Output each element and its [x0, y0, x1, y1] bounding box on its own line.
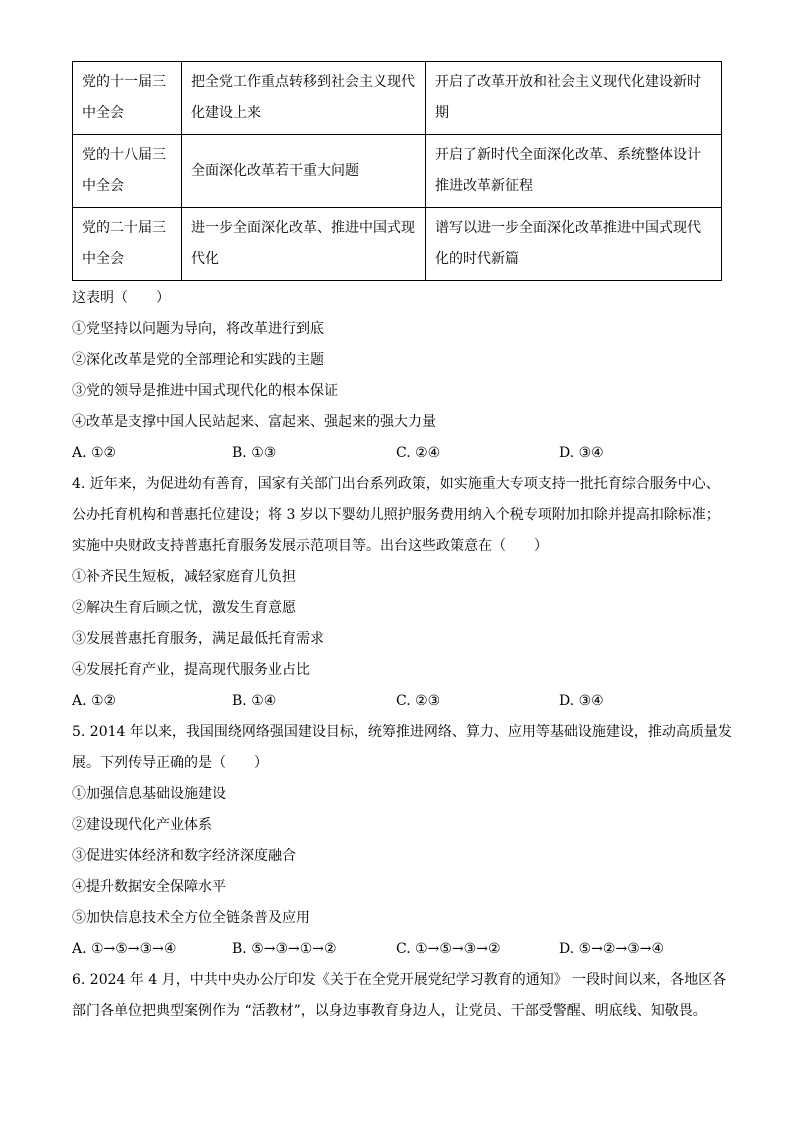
q3-item: ④改革是支撑中国人民站起来、富起来、强起来的强大力量	[72, 414, 436, 430]
q3-item: ③党的领导是推进中国式现代化的根本保证	[72, 383, 338, 399]
option-a[interactable]: A. ①②	[72, 445, 117, 461]
significance-cell: 开启了新时代全面深化改革、系统整体设计 推进改革新征程	[426, 135, 722, 208]
q4-item: ④发展托育产业，提高现代服务业占比	[72, 662, 310, 678]
option-a[interactable]: A. ①②	[72, 693, 117, 709]
q3-stem: 这表明（ ）	[72, 290, 170, 306]
plenary-sessions-table	[72, 61, 722, 281]
q4-item: ②解决生育后顾之忧，激发生育意愿	[72, 600, 296, 616]
table-row	[73, 62, 722, 135]
option-d[interactable]: D. ③④	[559, 445, 604, 461]
q5-item: ①加强信息基础设施建设	[72, 786, 226, 802]
q4-stem: 4. 近年来，为促进幼有善育，国家有关部门出台系列政策，如实施重大专项支持一批托育综合服务中心、 公办托育机构和普惠托位建设；将 3 岁以下婴幼儿照护服务费用纳入个税专项附加扣除并提高扣除标准； 实施中央财政支持普惠托育服务发展示范项目等。出台这些政策意在（ ）	[72, 476, 720, 554]
theme-cell: 进一步全面深化改革、推进中国式现 代化	[182, 208, 426, 281]
theme-cell: 把全党工作重点转移到社会主义现代 化建设上来	[182, 62, 426, 135]
q4-options	[72, 686, 724, 717]
significance-cell: 开启了改革开放和社会主义现代化建设新时 期	[426, 62, 722, 135]
theme-cell: 全面深化改革若干重大问题	[182, 135, 426, 208]
q5-item: ⑤加快信息技术全方位全链条普及应用	[72, 910, 310, 926]
table-row	[73, 135, 722, 208]
option-a[interactable]: A. ①→⑤→③→④	[72, 941, 177, 957]
question-body	[72, 283, 732, 1027]
option-c[interactable]: C. ②④	[396, 445, 441, 461]
q4-item: ①补齐民生短板，减轻家庭育儿负担	[72, 569, 296, 585]
q5-stem: 5. 2014 年以来，我国围绕网络强国建设目标，统筹推进网络、算力、应用等基础设施建设，推动高质量发 展。下列传导正确的是（ ）	[72, 724, 732, 771]
option-b[interactable]: B. ①③	[232, 445, 277, 461]
option-d[interactable]: D. ③④	[559, 693, 604, 709]
q3-item: ①党坚持以问题为导向，将改革进行到底	[72, 321, 324, 337]
session-cell: 党的十一届三 中全会	[73, 62, 182, 135]
option-d[interactable]: D. ⑤→②→③→④	[559, 941, 665, 957]
session-cell: 党的十八届三 中全会	[73, 135, 182, 208]
q5-item: ④提升数据安全保障水平	[72, 879, 226, 895]
option-c[interactable]: C. ①→⑤→③→②	[396, 941, 501, 957]
q3-options	[72, 438, 724, 469]
option-b[interactable]: B. ⑤→③→①→②	[232, 941, 337, 957]
q5-options	[72, 934, 724, 965]
table-row	[73, 208, 722, 281]
session-cell: 党的二十届三 中全会	[73, 208, 182, 281]
option-b[interactable]: B. ①④	[232, 693, 277, 709]
q5-item: ②建设现代化产业体系	[72, 817, 212, 833]
q5-item: ③促进实体经济和数字经济深度融合	[72, 848, 296, 864]
q4-item: ③发展普惠托育服务，满足最低托育需求	[72, 631, 324, 647]
q6-stem: 6. 2024 年 4 月，中共中央办公厅印发《关于在全党开展党纪学习教育的通知》 一段时间以来，各地区各 部门各单位把典型案例作为 “活教材”，以身边事教育身边人，让党员、干部受警醒、明底线、知敬畏。	[72, 972, 727, 1019]
q3-item: ②深化改革是党的全部理论和实践的主题	[72, 352, 324, 368]
significance-cell: 谱写以进一步全面深化改革推进中国式现代 化的时代新篇	[426, 208, 722, 281]
option-c[interactable]: C. ②③	[396, 693, 441, 709]
